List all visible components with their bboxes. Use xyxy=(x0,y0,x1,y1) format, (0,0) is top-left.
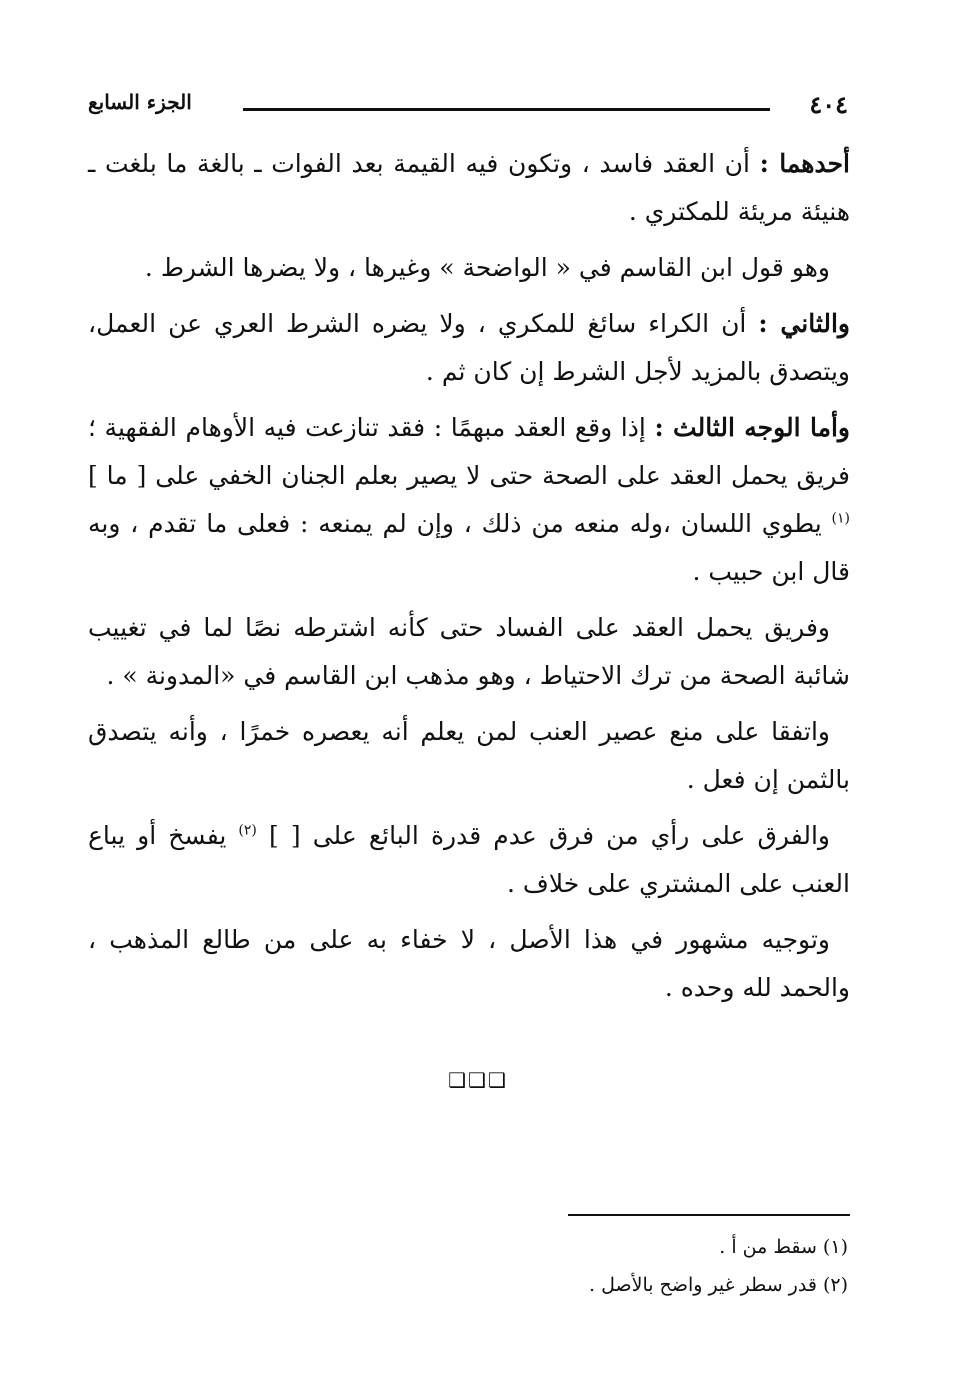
paragraph-text: أن الكراء سائغ للمكري ، ولا يضره الشرط العري عن العمل، ويتصدق بالمزيد لأجل الشرط إن كان ثم . xyxy=(88,309,850,386)
paragraph-text: أن العقد فاسد ، وتكون فيه القيمة بعد الفوات ـ بالغة ما بلغت ـ هنيئة مريئة للمكتري . xyxy=(88,149,850,226)
paragraph xyxy=(88,140,850,236)
paragraph xyxy=(88,244,850,292)
footnote-ref[interactable]: (٢) xyxy=(238,822,257,839)
footnote: (٢) قدر سطر غير واضح بالأصل . xyxy=(589,1274,848,1296)
page-number: ٤٠٤ xyxy=(809,90,848,119)
footnotes xyxy=(88,1228,848,1304)
paragraph-lead: أحدهما : xyxy=(759,149,850,178)
paragraph-text-continued: يفسخ أو يباع العنب على المشتري على خلاف . xyxy=(88,821,850,898)
paragraph-text: والفرق على رأي من فرق عدم قدرة البائع على [ ] xyxy=(269,821,830,850)
header-rule xyxy=(243,108,770,111)
paragraph-text: وفريق يحمل العقد على الفساد حتى كأنه اشترطه نصًا لما في تغييب شائبة الصحة من ترك الاحتياط ، وهو مذهب ابن القاسم في «المدونة » . xyxy=(88,613,850,690)
paragraph-text-continued: يطوي اللسان ،وله منعه من ذلك ، وإن لم يمنعه : فعلى ما تقدم ، وبه قال ابن حبيب . xyxy=(88,509,850,586)
body-text xyxy=(88,140,850,1020)
paragraph-text: وهو قول ابن القاسم في « الواضحة » وغيرها ، ولا يضرها الشرط . xyxy=(144,253,830,282)
paragraph-text: وتوجيه مشهور في هذا الأصل ، لا خفاء به على من طالع المذهب ، والحمد لله وحده . xyxy=(88,925,850,1002)
paragraph xyxy=(88,300,850,396)
running-title: الجزء السابع xyxy=(88,90,192,114)
paragraph-text: إذا وقع العقد مبهمًا : فقد تنازعت فيه الأوهام الفقهية ؛ فريق يحمل العقد على الصحة حتى لا يصير بعلم الجنان الخفي على [ ما ] xyxy=(88,413,850,490)
paragraph xyxy=(88,916,850,1012)
footnote-divider xyxy=(568,1214,850,1216)
paragraph xyxy=(88,404,850,596)
paragraph xyxy=(88,604,850,700)
paragraph-text: واتفقا على منع عصير العنب لمن يعلم أنه يعصره خمرًا ، وأنه يتصدق بالثمن إن فعل . xyxy=(88,717,850,794)
paragraph xyxy=(88,708,850,804)
paragraph-lead: وأما الوجه الثالث : xyxy=(654,413,850,442)
page-header xyxy=(88,90,848,130)
paragraph xyxy=(88,812,850,908)
footnote-ref[interactable]: (١) xyxy=(831,510,850,527)
section-end-mark: ❑❑❑ xyxy=(448,1068,508,1092)
footnote: (١) سقط من أ . xyxy=(719,1236,848,1258)
paragraph-lead: والثاني : xyxy=(758,309,850,338)
